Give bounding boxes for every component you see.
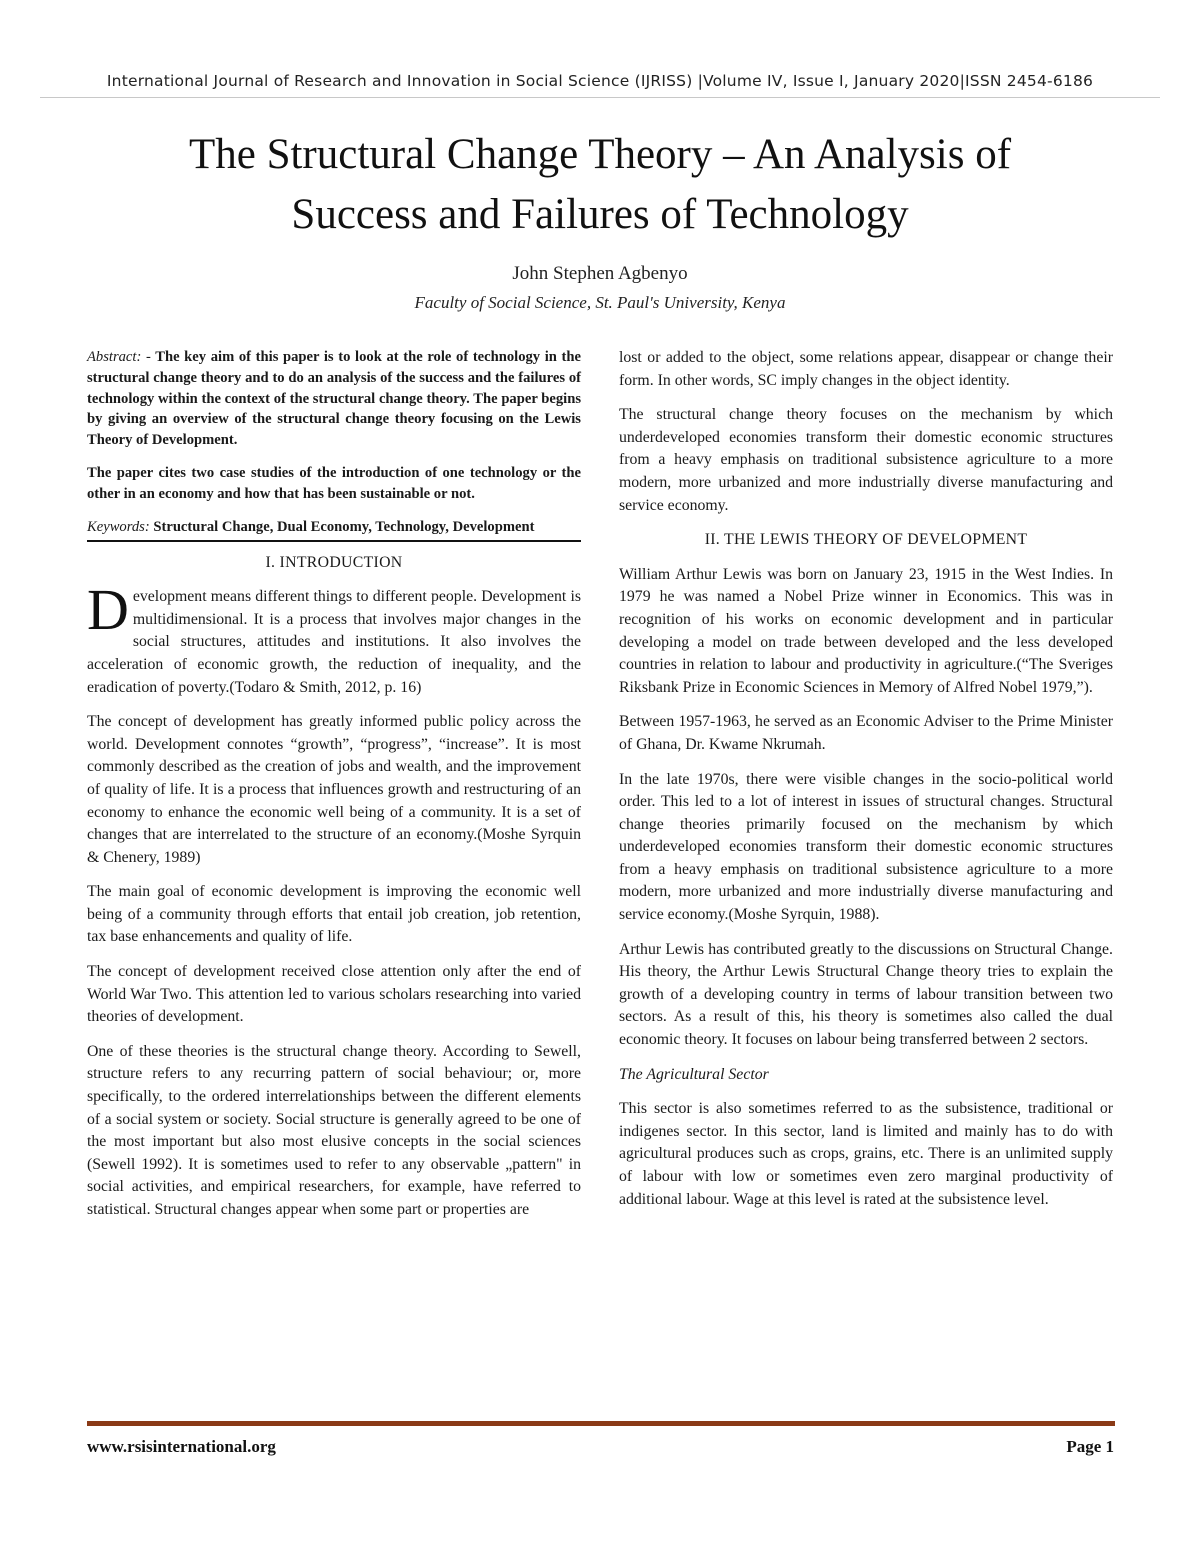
journal-header: International Journal of Research and Innovation in Social Science (IJRISS) |Volume IV, Issue I, January 2020|ISSN 2454-6186 (106, 72, 1094, 90)
header-divider (40, 97, 1160, 98)
introduction-heading: I. INTRODUCTION (265, 553, 403, 571)
intro-paragraph-5: One of these theories is the structural change theory. According to Sewell, structure refers to any recurring pattern of social behaviour; or, more specifically, to the ordered interrelationships between the different elements of a social system or society. Social structure is generally agreed to be one of the most important but also most elusive concepts in the social sciences (Sewell 1992). It is sometimes used to refer to any observable „pattern" in social activities, and empirical researchers, for example, have referred to statistical. Structural changes appear when some part or properties are (87, 1042, 581, 1219)
lewis-paragraph-4: Arthur Lewis has contributed greatly to the discussions on Structural Change. His theory, the Arthur Lewis Structural Change theory tries to explain the growth of a developing country in terms of labour transition between two sectors. As a result of this, his theory is sometimes also called the dual economic theory. It focuses on labour being transferred between 2 sectors. (619, 940, 1113, 1049)
abstract-paragraph-2: The paper cites two case studies of the introduction of one technology or the other in an economy and how that has been sustainable or not. (87, 464, 581, 502)
right-paragraph-1: lost or added to the object, some relations appear, disappear or change their form. In other words, SC imply changes in the object identity. (619, 349, 1113, 389)
keywords-divider (87, 540, 581, 542)
paper-title (60, 125, 1140, 245)
abstract-text-1: The key aim of this paper is to look at the role of technology in the structural change theory and to do an analysis of the success and the failures of technology within the context of the structural change theory. The paper begins by giving an overview of the structural change theory focusing on the Lewis Theory of Development. (87, 349, 582, 449)
lewis-paragraph-1: William Arthur Lewis was born on January 23, 1915 in the West Indies. In 1979 he was named a Nobel Prize winner in Economics. This was in recognition of his works on economic development and in particular developing a model on trade between developed and the less developed countries in relation to labour and productivity in agriculture.(“The Sveriges Riksbank Prize in Economic Sciences in Memory of Alfred Nobel 1979,”). (619, 565, 1113, 696)
page-number: Page 1 (1066, 1437, 1114, 1456)
drop-cap: D (87, 577, 129, 643)
intro-text-1: evelopment means different things to different people. Development is multidimensional. It is a process that involves major changes in the social structures, attitudes and institutions. It also involves the acceleration of economic growth, the reduction of inequality, and the eradication of poverty.(Todaro & Smith, 2012, p. 16) (87, 588, 581, 696)
author-affiliation: Faculty of Social Science, St. Paul's University, Kenya (414, 293, 786, 312)
keywords-text: Structural Change, Dual Economy, Technology, Development (153, 518, 535, 535)
agricultural-sector-heading: The Agricultural Sector (619, 1065, 769, 1083)
agricultural-paragraph: This sector is also sometimes referred to as the subsistence, traditional or indigenes sector. In this sector, land is limited and mainly has to do with agricultural produces such as crops, grains, etc. There is an unlimited supply of labour with low or sometimes even zero marginal productivity of additional labour. Wage at this level is rated at the subsistence level. (619, 1100, 1113, 1208)
lewis-paragraph-3: In the late 1970s, there were visible changes in the socio-political world order. This led to a lot of interest in issues of structural changes. Structural change theories primarily focused on the mechanism by which underdeveloped economies transform their domestic economic structures from a heavy emphasis on traditional subsistence agriculture to a more modern, more urbanized and more industrially diverse manufacturing and service economy.(Moshe Syrquin, 1988). (619, 770, 1113, 924)
keywords (87, 517, 581, 538)
left-column (87, 347, 581, 1234)
intro-paragraph-1 (87, 577, 581, 699)
author-name: John Stephen Agbenyo (512, 263, 688, 284)
lewis-paragraph-2: Between 1957-1963, he served as an Economic Adviser to the Prime Minister of Ghana, Dr. Kwame Nkrumah. (619, 713, 1113, 753)
abstract (87, 347, 581, 505)
abstract-label: Abstract: - (87, 349, 151, 365)
footer-url: www.rsisinternational.org (87, 1437, 276, 1456)
keywords-label: Keywords: (87, 518, 150, 535)
abstract-paragraph-1 (87, 347, 581, 451)
right-paragraph-2: The structural change theory focuses on the mechanism by which underdeveloped economies transform their domestic economic structures from a heavy emphasis on traditional subsistence agriculture to a more modern, more urbanized and more industrially diverse manufacturing and service economy. (619, 406, 1113, 514)
intro-paragraph-3: The main goal of economic development is improving the economic well being of a community through efforts that entail job creation, job retention, tax base enhancements and quality of life. (87, 883, 581, 946)
intro-paragraph-4: The concept of development received close attention only after the end of World War Two. This attention led to various scholars researching into varied theories of development. (87, 963, 581, 1026)
title-line-2: Success and Failures of Technology (291, 191, 909, 238)
lewis-theory-heading: II. THE LEWIS THEORY OF DEVELOPMENT (704, 531, 1028, 549)
intro-paragraph-2: The concept of development has greatly informed public policy across the world. Development connotes “growth”, “progress”, “increase”. It is most commonly described as the creation of jobs and wealth, and the improvement of quality of life. It is a process that influences growth and restructuring of an economy to enhance the economic well being of a community. It is a set of changes that are interrelated to the structure of an economy.(Moshe Syrquin & Chenery, 1989) (87, 713, 581, 866)
title-line-1: The Structural Change Theory – An Analysis of (188, 131, 1012, 178)
right-column (619, 347, 1113, 1223)
footer-divider (87, 1421, 1115, 1426)
